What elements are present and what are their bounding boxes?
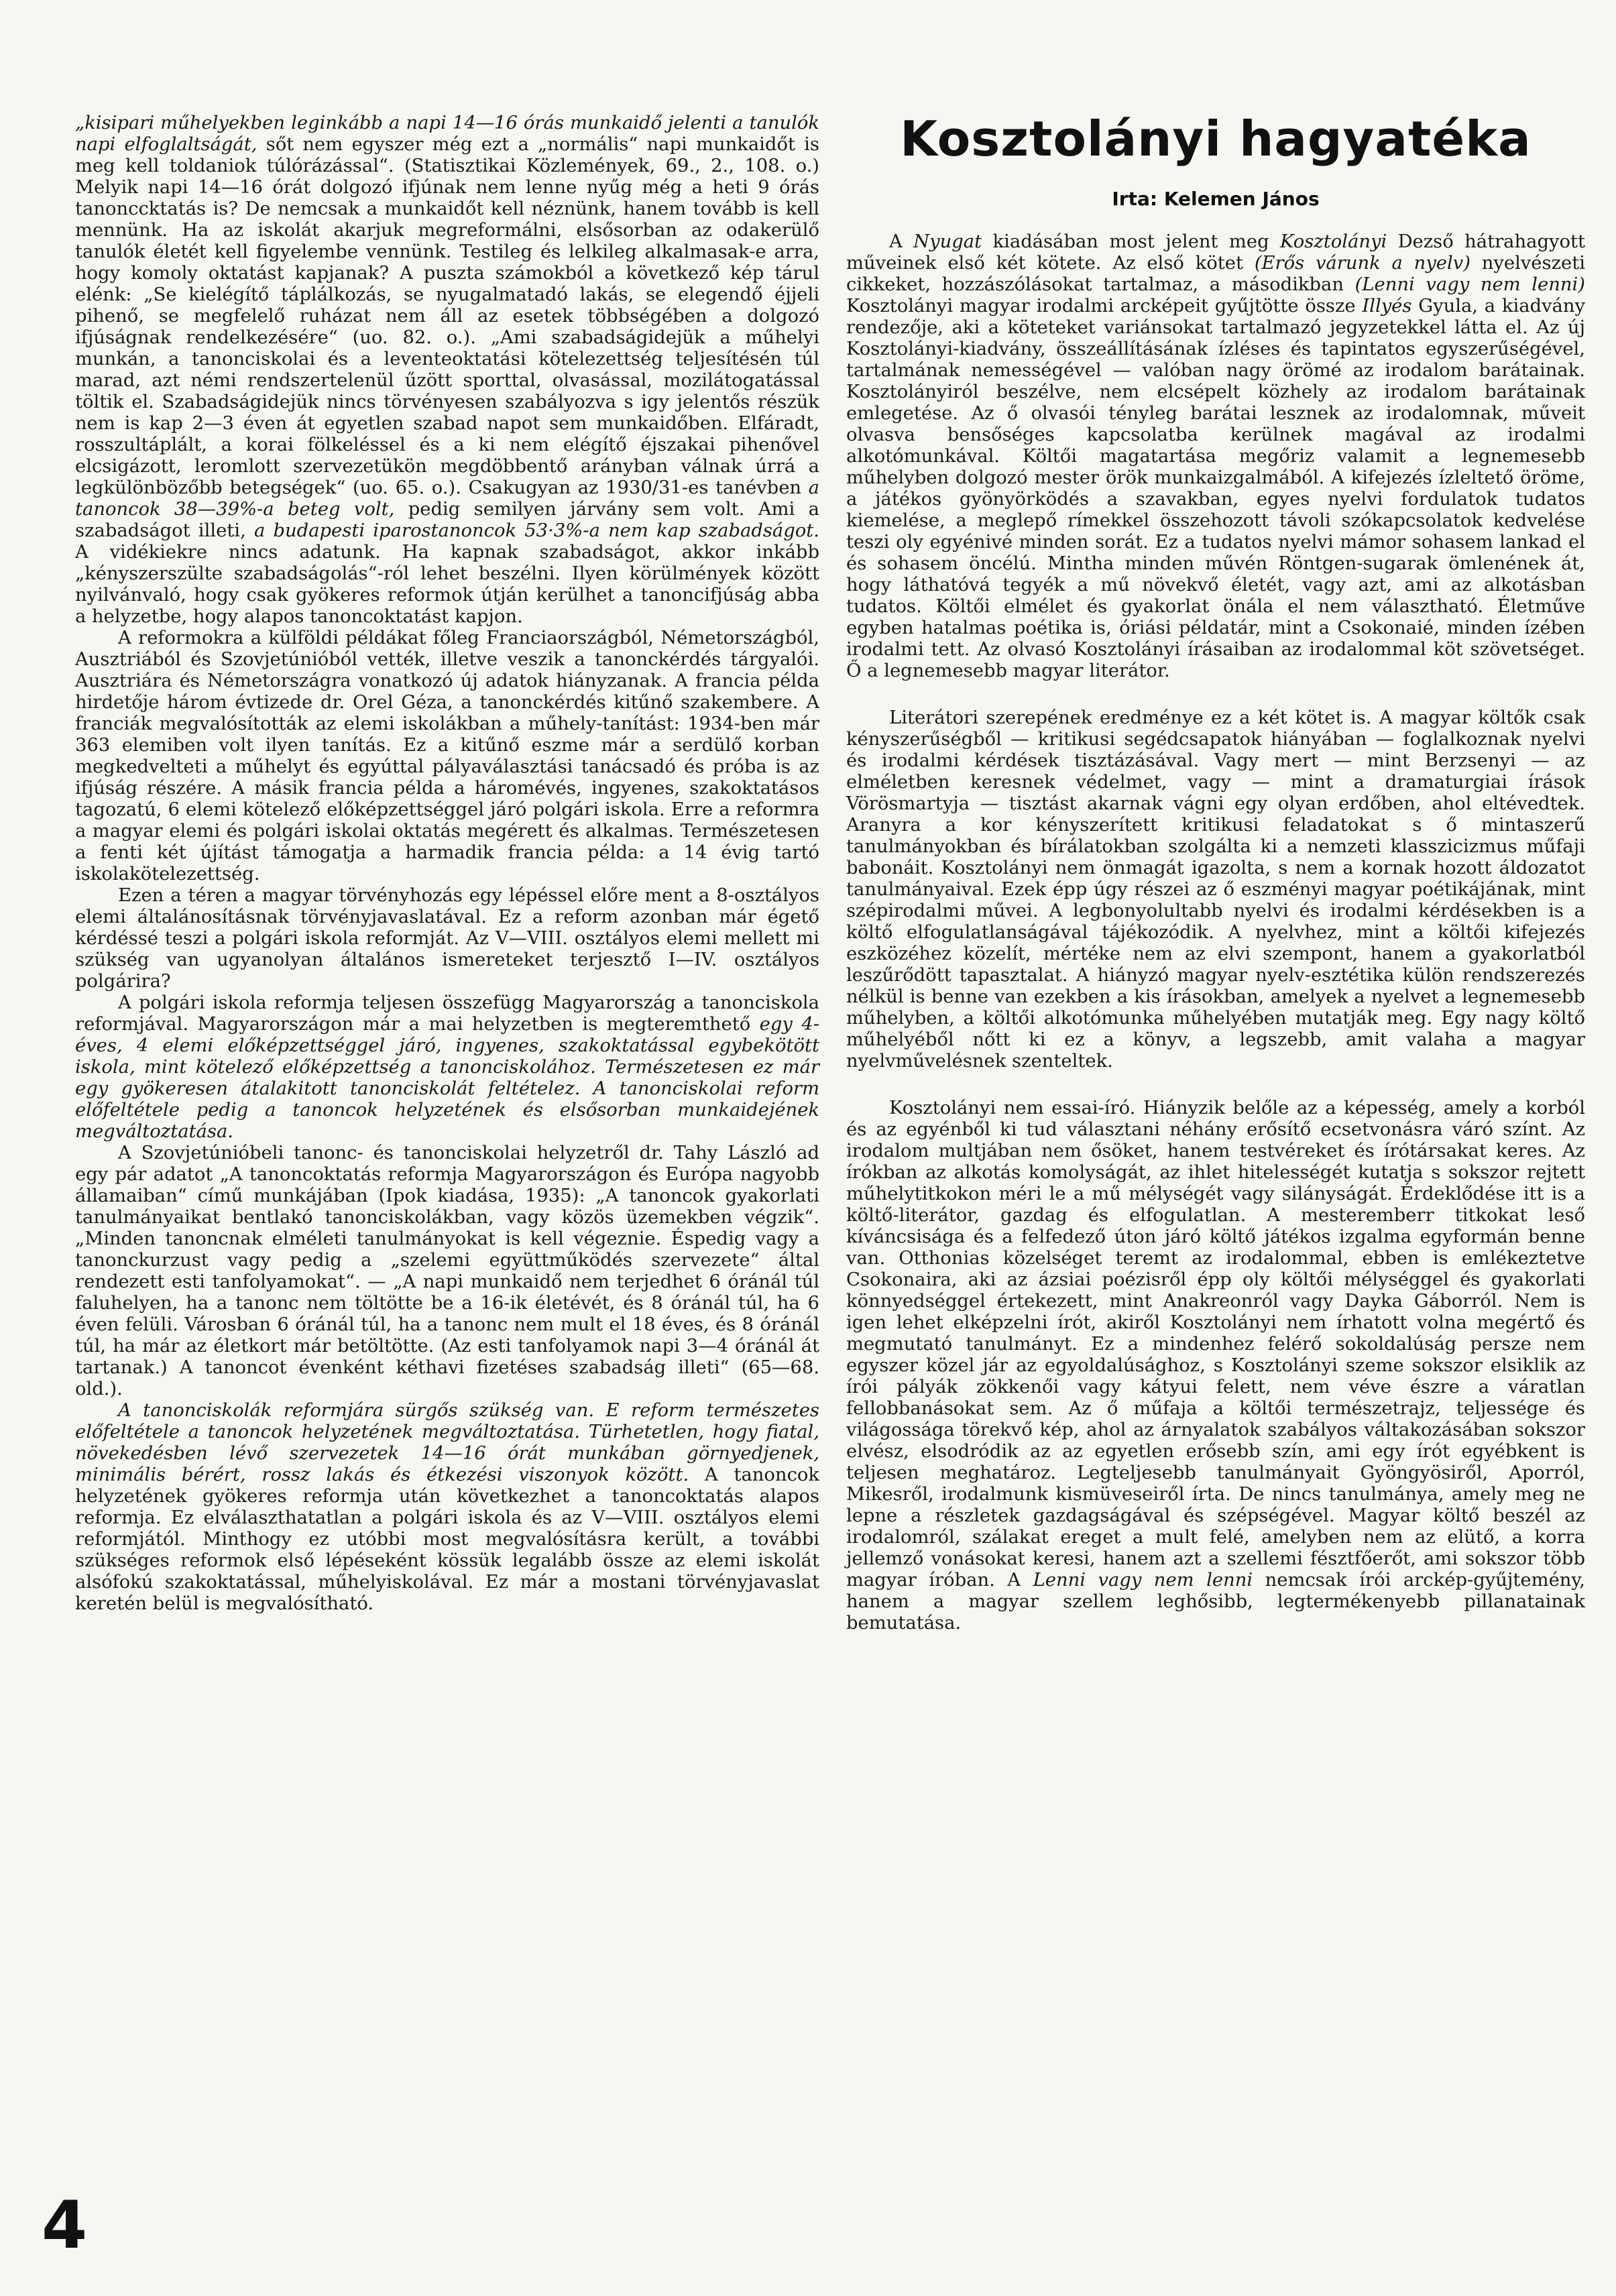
italic-title: Lenni vagy nem lenni xyxy=(1033,1570,1253,1591)
paragraph xyxy=(75,1400,819,1615)
paragraph: Literátori szerepének eredménye ez a két kötet is. A magyar költők csak kényszerűségből — kritikusi segédcsapatok hiányában — foglalkoznak nyelvi és irodalmi kérdések tisztázásával. Vagy mert — mint Berzsenyi — az elméletben keresnek védelmet, vagy — mint a dramaturgiai írások Vörösmartyja — tisztást akarnak vágni egy olyan erdőben, ahol eltévedtek. Aranyra a kor kényszerített kritikusi feladatokat s ő mintaszerű tanulmányokban és bírálatokban szolgálta ki a nemzeti klasszicizmus műfaji babonáit. Kosztolányi nem önmagát igazolta, s nem a kornak hozott áldozatot tanulmányaival. Ezek épp úgy részei az ő eszményi magyar poétikájának, mint szépirodalmi művei. A legbonyolultabb nyelvi és irodalmi kérdésekben is a költő elfogulatlanságával tájékozódik. A nyelvhez, mint a költői kifejezés eszközéhez közelít, mértéke nem az elvi szempont, hanem a gyakorlatból leszűrődött tapasztalat. A hiányzó magyar nyelv-esztétika külön rendszerezés nélkül is benne van ezekben a kis írásokban, amelyek a nyelvet a legnemesebb műhelyben, a költői alkotómunka műhelyében mutatják meg. Egy nagy költő műhelyéből nőtt ki ez a könyv, a legszebb, amit valaha a magyar nyelvművelésnek szenteltek. xyxy=(846,707,1585,1072)
paragraph xyxy=(846,1098,1585,1634)
paragraph-text: Kosztolányi nem essai-író. Hiányzik belőle az a képesség, amely a korból és az egyénből ki tud választani néhány erősítő ecsetvonásra váró színt. Az irodalom multjában nem ősöket, hanem testvéreket és írótársakat keres. Az írókban az alkotás komolyságát, az ihlet hitelességét kutatja s sokszor rejtett műhelytitkokon méri le a mű mélységét vagy silányságát. Érdeklődése itt is a költő-literátor, gazdag és elfogulatlan. A mesteremberr titkokat leső kíváncsisága és a felfedező úton járó költő játékos izgalma egyformán benne van. Otthonias közelséget teremt az irodalommal, ebben is emlékeztetve Csokonaira, aki az ázsiai poézisről épp oly költői mélységgel és gyakorlati könnyedséggel értekezett, mint Anakreonról vagy Dayka Gáborról. Nem is igen lehet elképzelni írót, akiről Kosztolányi nem írhatott volna megértő és megmutató tanulmányt. Ez a mindenhez felérő sokoldalúság persze nem egyszer közel jár az egyoldalúsághoz, s Kosztolányi szeme sokszor elsiklik az írói pályák zökkenői vagy kátyui felett, nem véve észre a váratlan fellobbanásokat sem. Az ő műfaja a költői természetrajz, teljessége és világossága törekvő kép, ahol az árnyalatok szabályos váltakozásában sokszor elvész, elsodródik az az egyetlen erősebb szín, ami egy írót egyébkent is teljesen meghatároz. Legteljesebb tanulmányait Gyöngyösiről, Aporról, Mikesről, irodalmunk kismüveseiről írta. De nincs tanulmánya, amely meg ne lepne a részletek gazdagságával és szépségével. Magyar költő beszél az irodalomról, szálakat ereget a mult felé, amelyben nem az elütő, a korra jellemző vonásokat keresi, hanem azt a szellemi fésztfőerőt, ami sokszor több magyar íróban. A xyxy=(846,1098,1585,1591)
paragraph: A Szovjetúnióbeli tanonc- és tanonciskolai helyzetről dr. Tahy László ad egy pár adatot „A tanoncoktatás reformja Magyarországon és Európa nagyobb államaiban“ című munkájában (Ipok kiadása, 1935): „A tanoncok gyakorlati tanulmányaikat bentlakó tanonciskolákban, vagy közös üzemekben végzik“. „Minden tanoncnak elméleti tanulmányokat is kell végeznie. Éspedig vagy a tanonckurzust vagy pedig a „szelemi együttműködés szervezete“ által rendezett esti tanfolyamokat“. — „A napi munkaidő nem terjedhet 6 óránál túl faluhelyen, ha a tanonc nem töltötte be a 16-ik életévét, és 8 óránál túl, ha 6 éven felüli. Városban 6 óránál túl, ha a tanonc nem mult el 18 éves, és 8 óránál túl, ha már az életkort már betöltötte. (Az esti tanfolyamok napi 3—4 óránál át tartanak.) A tanoncot évenként kéthavi fizetéses szabadság illeti“ (65—68. old.). xyxy=(75,1143,819,1399)
paragraph xyxy=(75,992,819,1143)
italic-quote: „kisipari műhelyekben leginkább a napi 14—16 órás munkaidő jelenti a tanulók napi elfoglaltságát, xyxy=(75,113,819,155)
italic-title: Nyugat xyxy=(913,231,982,252)
italic-name: Kosztolányi xyxy=(1280,231,1387,252)
paragraph-text: kiadásában most jelent meg xyxy=(982,231,1281,252)
right-column xyxy=(846,231,1585,1634)
italic-title: (Erős várunk a nyelv) xyxy=(1254,253,1470,274)
italic-emphasis: egy 4-éves, 4 elemi előképzettséggel járó, ingyenes, szakoktatással egybekötött iskola, mint kötelező előképzettség a tanonciskolához. Természetesen ez már egy gyökeresen átalakitott tanonciskolát feltételez. A tanonciskolai reform előfeltétele pedig a tanoncok helyzetének és elsősorban munkaidejének megváltoztatása. xyxy=(75,1014,819,1142)
paragraph-text: Gyula, a kiadvány rendezője, aki a köteteket variánsokat tartalmazó jegyzetekkel látta el. Az új Kosztolányi-kiadvány, összeállításának ízléses és tapintatos egyszerűségével, tartalmának nemességével — valóban nagy örömé az irodalom barátainak. Kosztolányiról beszélve, nem elcsépelt közhely az irodalom barátainak emlegetése. Az ő olvasói tényleg barátai lesznek az irodalomnak, műveit olvasva bensőséges kapcsolatba kerülnek magával az irodalmi alkotómunkával. Költői magatartása megőriz valamit a legnemesebb műhelyben dolgozó mester örök munkaizgalmából. A kifejezés ízleltető öröme, a játékos gyönyörködés a szavakban, egyes nyelvi fordulatok tudatos kiemelése, a meglepő rímekkel összehozott távoli szókapcsolatok kedvelése teszi oly egyénivé minden sorát. Ez a tudatos nyelvi mámor sohasem lankad el és sohasem öncélú. Mintha minden művén Röntgen-sugarak ömlenének át, hogy láthatóvá tegyék a mű növekvő életét, vagy azt, ami az alkotásban tudatos. Költői elmélet és gyakorlat önála el nem választható. Életműve egyben hatalmas poétika is, óriási példatár, mint a Csokonaié, minden ízében irodalmi tett. Az olvasó Kosztolányi írásaiban az irodalommal köt szövetséget. Ő a legnemesebb magyar literátor. xyxy=(846,296,1585,681)
italic-name: Illyés xyxy=(1362,296,1412,317)
paragraph: Ezen a téren a magyar törvényhozás egy lépéssel előre ment a 8-osztályos elemi általánosításnak törvényjavaslatával. Ez a reform azonban már égető kérdéssé teszi a polgári iskola reformját. Az V—VIII. osztályos elemi mellett mi szükség van ugyanolyan általános ismereteket terjesztő I—IV. osztályos polgárira? xyxy=(75,885,819,992)
paragraph-text: pedig semilyen járvány sem volt. Ami a szabadságot illeti, xyxy=(75,499,819,541)
italic-emphasis: a tanoncok 38—39%-a beteg volt, xyxy=(75,477,819,520)
paragraph-text: nemcsak írói arckép-gyűjtemény, hanem a magyar szellem leghősibb, legtermékenyebb pillanatainak bemutatása. xyxy=(846,1570,1585,1633)
paragraph-text: A tanoncok helyzetének gyökeres reformja után következhet a tanoncoktatás alapos reformja. Ez elválaszthatatlan a polgári iskola és az V—VIII. osztályos elemi reformjától. Minthogy ez utóbbi most megvalósításra került, a további szükséges reformok első lépéseként kössük legalább össze az elemi iskolát alsófokú szakoktatással, műhelyiskolával. Ez már a mostani törvényjavaslat keretén belül is megvalósítható. xyxy=(75,1465,819,1614)
article-title: Kosztolányi hagyatéka xyxy=(900,111,1532,167)
paragraph-text: nyelvészeti cikkeket, hozzászólásokat tartalmaz, a másodikban xyxy=(846,253,1585,295)
italic-emphasis: A tanonciskolák reformjára sürgős szükség van. E reform természetes előfeltétele a tanoncok helyzetének megváltoztatása. Türhetetlen, hogy fiatal, növekedésben lévő szervezetek 14—16 órát munkában görnyedjenek, minimális bérért, rossz lakás és étkezési viszonyok között. xyxy=(75,1400,819,1485)
paragraph xyxy=(75,113,819,628)
paragraph-text: A vidékiekre nincs adatunk. Ha kapnak szabadságot, akkor inkább „kényszerszülte szabadságolás“-ról lehet beszélni. Ilyen körülmények között nyilvánvaló, hogy csak gyökeres reformok útján kerülhet a tanoncifjúság abba a helyzetbe, hogy alapos tanoncoktatást kapjon. xyxy=(75,542,819,627)
paragraph: A reformokra a külföldi példákat főleg Franciaországból, Németországból, Ausztriából és Szovjetúnióból vették, illetve veszik a tanonckérdés tárgyalói. Ausztriára és Németországra vonatkozó új adatok hiányzanak. A francia példa hirdetője három évtizede dr. Orel Géza, a tanonckérdés kitűnő szakembere. A franciák megvalósították az elemi iskolákban a műhely-tanítást: 1934-ben már 363 elemiben volt ilyen tanítás. Ez a kitűnő eszme már a serdülő korban megkedvelteti a műhelyt és egyúttal pályaválasztási tanácsadó és próba is az ifjúság részére. A másik francia példa a háromévés, ingyenes, szakoktatásos tagozatú, 6 elemi kötelező előképzettséggel járó polgári iskola. Erre a reformra a magyar elemi és polgári iskolai oktatás megérett és alkalmas. Természetesen a fenti két újítást támogatja a harmadik francia példa: a 14 évig tartó iskolakötelezettség. xyxy=(75,628,819,884)
italic-emphasis: a budapesti iparostanoncok 53·3%-a nem kap szabadságot. xyxy=(253,520,820,541)
paragraph-text: A xyxy=(889,231,914,252)
left-column xyxy=(75,113,819,1615)
paragraph-text: Kosztolányi magyar irodalmi arcképeit gyűjtötte össze xyxy=(846,296,1363,317)
paragraph-text: Dezső hátrahagyott műveinek első két kötete. Az első kötet xyxy=(846,231,1585,274)
paragraph-text: A polgári iskola reformja teljesen összefügg Magyarország a tanonciskola reformjával. Magyarországon már a mai helyzetben is megteremthető xyxy=(75,992,819,1035)
article-byline: Irta: Kelemen János xyxy=(1112,188,1320,210)
paragraph-text: sőt nem egyszer még ezt a „normális“ napi munkaidőt is meg kell toldaniok túlórázással“. (Statisztikai Közlemények, 69., 2., 108. o.) Melyik napi 14—16 órát dolgozó ifjúnak nem lenne nyűg még a heti 9 órás tanonccktatás is? De nemcsak a munkaidőt kell néznünk, hanem tovább is kell mennünk. Ha az iskolát akarjuk megreformálni, elsősorban az odakerülő tanulók életét kell figyelembe vennünk. Testileg és lelkileg alkalmasak-e arra, hogy komoly oktatást kapjanak? A puszta számokból a következő kép tárul elénk: „Se kielégítő táplálkozás, se nyugalmatadó lakás, se elegendő éjjeli pihenő, se megfelelő ruházat nem áll az esetek többségében a dolgozó ifjúságnak rendelkezésére“ (uo. 82. o.). „Ami szabadságidejük a műhelyi munkán, a tanonciskolai és a leventeoktatási kötelezettség teljesítésén túl marad, azt némi rendszertelenül űzött sporttal, olvasással, mozilátogatással töltik el. Szabadságidejük nincs törvényesen szabályozva s igy jelentős részük nem is kap 2—3 éven át egyetlen szabad napot sem munkaidőben. Elfáradt, rosszultáplált, a korai fölkeléssel és a ki nem elégítő éjszakai pihenővel elcsigázott, leromlott szervezetükön megdöbbentő arányban válnak úrrá a legkülönbözőbb betegségek“ (uo. 65. o.). Csakugyan az 1930/31-es tanévben xyxy=(75,134,819,498)
page-number: 4 xyxy=(42,2187,88,2264)
italic-title: (Lenni vagy nem lenni) xyxy=(1354,274,1585,295)
paragraph xyxy=(846,231,1585,682)
